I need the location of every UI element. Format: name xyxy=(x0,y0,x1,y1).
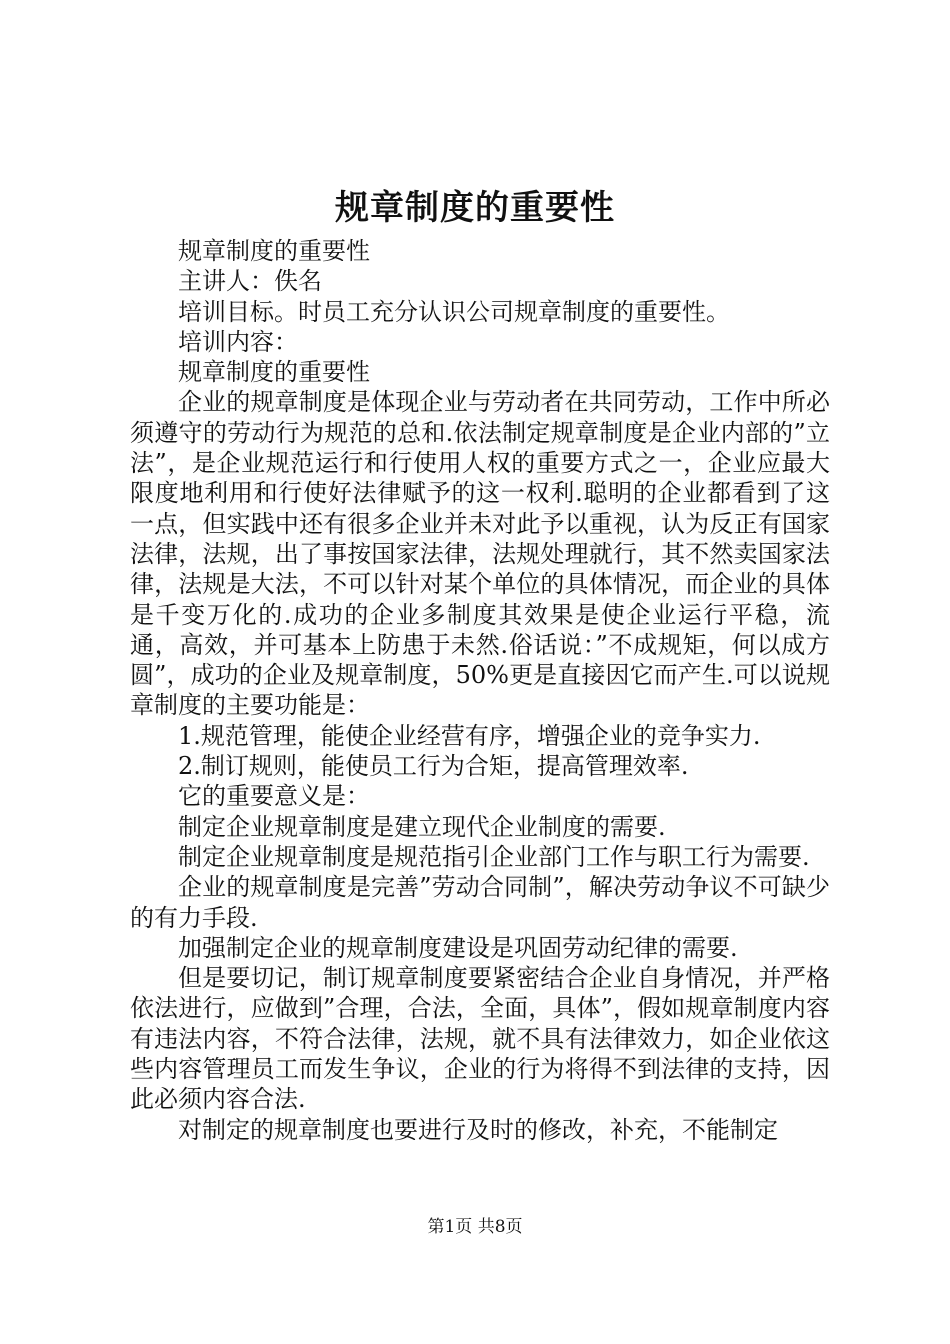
page-footer: 第1页 共8页 xyxy=(427,1217,523,1237)
paragraph-main: 企业的规章制度是体现企业与劳动者在共同劳动，工作中所必须遵守的劳动行为规范的总和.依法制定规章制度是企业内部的”立法”，是企业规范运行和行使用人权的重要方式之一，企业应最大限度地利用和行使好法律赋予的这一权利.聪明的企业都看到了这一点，但实践中还有很多企业并未对此予以重视，认为反正有国家法律，法规，出了事按国家法律，法规处理就行，其不然卖国家法律，法规是大法，不可以针对某个单位的具体情况，而企业的具体是千变万化的.成功的企业多制度其效果是使企业运行平稳，流通，高效，并可基本上防患于未然.俗话说：”不成规矩，何以成方圆”，成功的企业及规章制度，50%更是直接因它而产生.可以说规章制度的主要功能是： xyxy=(130,388,830,720)
paragraph-training-content-label: 培训内容： xyxy=(178,327,298,356)
paragraph-list-item-2: 2.制订规则，能使员工行为合矩，提高管理效率. xyxy=(178,752,689,781)
paragraph-caution: 但是要切记，制订规章制度要紧密结合企业自身情况，并严格依法进行，应做到”合理，合法，全面，具体”，假如规章制度内容有违法内容，不符合法律，法规，就不具有法律效力，如企业依这些内容管理员工而发生争议，企业的行为将得不到法律的支持，因此必须内容合法. xyxy=(130,964,830,1114)
paragraph-heading: 规章制度的重要性 xyxy=(178,237,370,265)
paragraph-section-heading: 规章制度的重要性 xyxy=(178,358,370,387)
document-body xyxy=(130,236,830,1145)
page-title: 规章制度的重要性 xyxy=(335,188,615,228)
paragraph-list-item-1: 1.规范管理，能使企业经营有序，增强企业的竞争实力. xyxy=(178,721,761,750)
paragraph-significance-4: 加强制定企业的规章制度建设是巩固劳动纪律的需要. xyxy=(178,933,738,962)
paragraph-significance-label: 它的重要意义是： xyxy=(178,782,370,811)
paragraph-speaker: 主讲人：佚名 xyxy=(178,267,322,296)
paragraph-significance-2: 制定企业规章制度是规范指引企业部门工作与职工行为需要. xyxy=(178,842,810,871)
paragraph-training-goal: 培训目标。时员工充分认识公司规章制度的重要性。 xyxy=(178,297,730,326)
paragraph-significance-3: 企业的规章制度是完善”劳动合同制”，解决劳动争议不可缺少的有力手段. xyxy=(130,873,830,932)
paragraph-significance-1: 制定企业规章制度是建立现代企业制度的需要. xyxy=(178,812,666,841)
paragraph-revision: 对制定的规章制度也要进行及时的修改，补充，不能制定 xyxy=(178,1115,778,1144)
